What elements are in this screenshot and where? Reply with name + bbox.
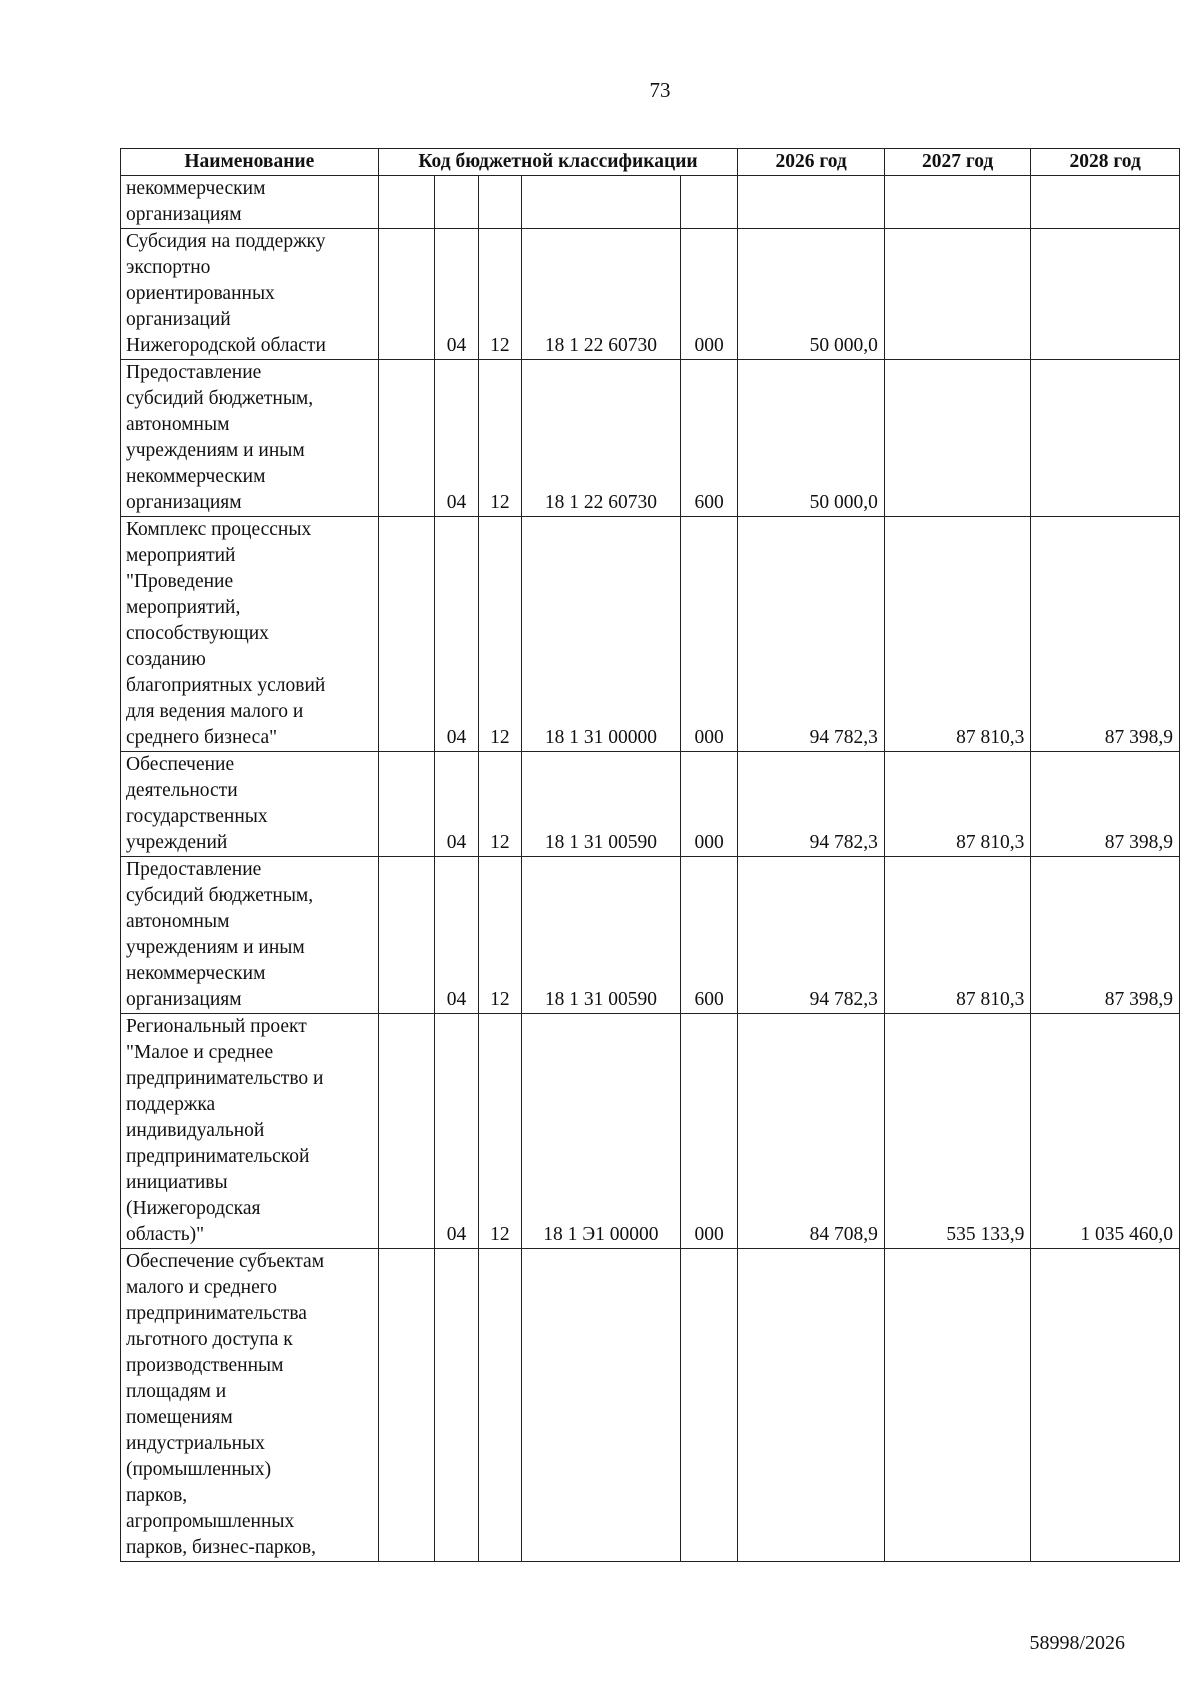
code-section: [435, 176, 478, 229]
value-2027: [884, 1249, 1031, 1562]
code-part-1: [378, 1014, 435, 1249]
value-2026: 50 000,0: [738, 360, 885, 517]
row-name: Предоставление субсидий бюджетным, автономным учреждениям и иным некоммерческим организациям: [121, 360, 379, 517]
code-part-1: [378, 857, 435, 1014]
code-expense-type: [680, 1249, 738, 1562]
header-2027: 2027 год: [884, 149, 1031, 176]
table-row: [121, 1014, 1180, 1249]
header-name: Наименование: [121, 149, 379, 176]
code-target-article: 18 1 31 00000: [522, 517, 681, 752]
value-2027: 87 810,3: [884, 517, 1031, 752]
code-expense-type: 600: [680, 360, 738, 517]
code-section: 04: [435, 517, 478, 752]
value-2027: [884, 360, 1031, 517]
value-2027: [884, 176, 1031, 229]
code-subsection: 12: [478, 360, 521, 517]
code-target-article: [522, 1249, 681, 1562]
value-2026: 94 782,3: [738, 857, 885, 1014]
code-expense-type: 000: [680, 1014, 738, 1249]
table-row: [121, 857, 1180, 1014]
code-section: 04: [435, 857, 478, 1014]
budget-table: [120, 148, 1180, 1562]
code-expense-type: 000: [680, 517, 738, 752]
code-target-article: 18 1 31 00590: [522, 857, 681, 1014]
table-row: [121, 752, 1180, 857]
row-name: Комплекс процессных мероприятий "Проведение мероприятий, способствующих созданию благоприятных условий для ведения малого и среднего бизнеса": [121, 517, 379, 752]
code-target-article: [522, 176, 681, 229]
table-row: [121, 1249, 1180, 1562]
row-name: Субсидия на поддержку экспортно ориентированных организаций Нижегородской области: [121, 229, 379, 360]
row-name: некоммерческим организациям: [121, 176, 379, 229]
value-2028: 87 398,9: [1031, 752, 1180, 857]
value-2026: 94 782,3: [738, 517, 885, 752]
row-name: Обеспечение деятельности государственных учреждений: [121, 752, 379, 857]
row-name: Региональный проект "Малое и среднее предпринимательство и поддержка индивидуальной предпринимательской инициативы (Нижегородская область)": [121, 1014, 379, 1249]
code-section: 04: [435, 360, 478, 517]
code-subsection: [478, 1249, 521, 1562]
code-subsection: 12: [478, 229, 521, 360]
code-target-article: 18 1 22 60730: [522, 360, 681, 517]
code-part-1: [378, 1249, 435, 1562]
header-2026: 2026 год: [738, 149, 885, 176]
value-2028: 87 398,9: [1031, 857, 1180, 1014]
value-2027: 535 133,9: [884, 1014, 1031, 1249]
code-subsection: 12: [478, 752, 521, 857]
value-2028: [1031, 176, 1180, 229]
code-section: 04: [435, 229, 478, 360]
header-2028: 2028 год: [1031, 149, 1180, 176]
value-2026: 84 708,9: [738, 1014, 885, 1249]
value-2028: [1031, 1249, 1180, 1562]
table-row: [121, 360, 1180, 517]
table-row: [121, 229, 1180, 360]
table-body: [121, 176, 1180, 1562]
value-2028: [1031, 360, 1180, 517]
code-part-1: [378, 176, 435, 229]
value-2027: [884, 229, 1031, 360]
code-expense-type: 000: [680, 229, 738, 360]
table-header-row: [121, 149, 1180, 176]
table-row: [121, 176, 1180, 229]
code-target-article: 18 1 Э1 00000: [522, 1014, 681, 1249]
code-subsection: [478, 176, 521, 229]
value-2028: 87 398,9: [1031, 517, 1180, 752]
value-2026: 94 782,3: [738, 752, 885, 857]
code-subsection: 12: [478, 857, 521, 1014]
code-part-1: [378, 517, 435, 752]
value-2027: 87 810,3: [884, 752, 1031, 857]
table-row: [121, 517, 1180, 752]
code-expense-type: [680, 176, 738, 229]
code-subsection: 12: [478, 517, 521, 752]
value-2027: 87 810,3: [884, 857, 1031, 1014]
page-number: 73: [649, 78, 671, 102]
value-2028: [1031, 229, 1180, 360]
code-expense-type: 600: [680, 857, 738, 1014]
code-target-article: 18 1 22 60730: [522, 229, 681, 360]
document-number: 58998/2026: [1029, 1632, 1125, 1654]
header-code: Код бюджетной классификации: [378, 149, 738, 176]
value-2028: 1 035 460,0: [1031, 1014, 1180, 1249]
code-part-1: [378, 360, 435, 517]
value-2026: [738, 1249, 885, 1562]
value-2026: 50 000,0: [738, 229, 885, 360]
code-part-1: [378, 752, 435, 857]
code-subsection: 12: [478, 1014, 521, 1249]
code-part-1: [378, 229, 435, 360]
code-section: 04: [435, 752, 478, 857]
code-expense-type: 000: [680, 752, 738, 857]
code-section: 04: [435, 1014, 478, 1249]
row-name: Предоставление субсидий бюджетным, автономным учреждениям и иным некоммерческим организациям: [121, 857, 379, 1014]
value-2026: [738, 176, 885, 229]
code-target-article: 18 1 31 00590: [522, 752, 681, 857]
code-section: [435, 1249, 478, 1562]
row-name: Обеспечение субъектам малого и среднего предпринимательства льготного доступа к производственным площадям и помещениям индустриальных (промышленных) парков, агропромышленных парков, бизнес-парков,: [121, 1249, 379, 1562]
